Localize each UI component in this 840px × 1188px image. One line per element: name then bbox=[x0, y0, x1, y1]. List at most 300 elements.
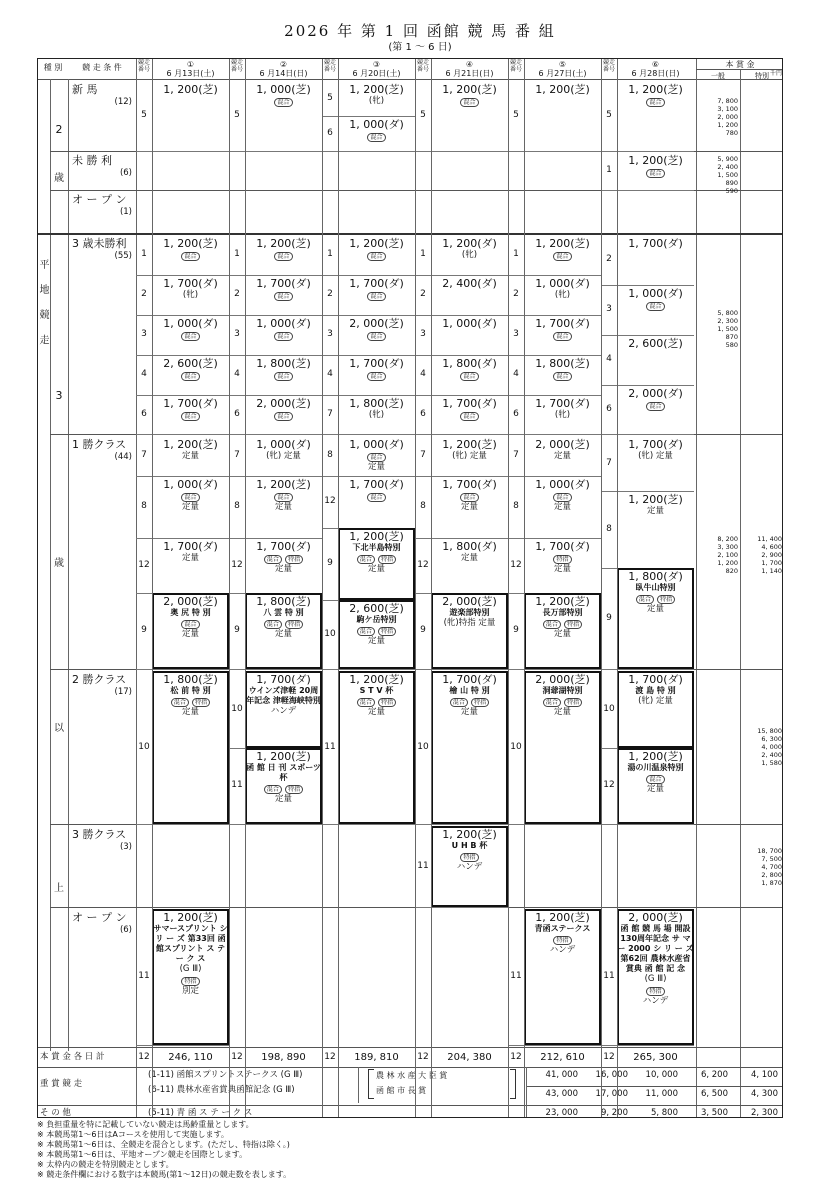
grade-prize-2: 17, 000 bbox=[595, 1089, 628, 1099]
race-distance: 1, 000(ダ) bbox=[535, 277, 590, 290]
race-badges bbox=[245, 250, 322, 261]
special-race-frame bbox=[431, 593, 508, 669]
race-number: 7 bbox=[513, 450, 519, 460]
col-divider bbox=[338, 59, 339, 1117]
race-distance: 2, 000(ダ) bbox=[628, 387, 683, 400]
race-number: 9 bbox=[234, 625, 240, 635]
race-condition: ハンデ bbox=[549, 945, 576, 955]
prize-shinba-value: 2, 000 bbox=[717, 113, 738, 121]
race-badge: 混合 bbox=[553, 372, 571, 381]
age2-label: 歳 bbox=[54, 173, 64, 184]
race-name: サマースプリント シ リ ー ズ 第33回 函館スプリント ス テ ー ク ス bbox=[153, 924, 228, 963]
header-day-num: ② bbox=[279, 60, 288, 69]
race-badge: 特指 bbox=[378, 627, 396, 636]
race-condition: 定量 bbox=[181, 707, 199, 717]
cell-line bbox=[136, 538, 229, 539]
race-distance: 1, 000(ダ) bbox=[535, 478, 590, 491]
race-cell bbox=[524, 317, 601, 353]
race-cell bbox=[338, 83, 415, 114]
totals-value: 212, 610 bbox=[540, 1052, 585, 1063]
race-number: 4 bbox=[420, 369, 426, 379]
cell-line bbox=[508, 434, 601, 435]
race-condition: (牝) 定量 bbox=[638, 451, 673, 461]
prize-win3-value: 1, 870 bbox=[761, 879, 782, 887]
race-number: 2 bbox=[420, 289, 426, 299]
race-distance: 1, 700(ダ) bbox=[442, 478, 497, 491]
page-title: 2026 年 第 1 回 函館 競 馬 番 組 bbox=[284, 22, 556, 40]
race-badge: 特指 bbox=[285, 785, 303, 794]
race-badge: 特指 bbox=[657, 595, 675, 604]
race-distance: 1, 200(芝) bbox=[349, 673, 404, 686]
race-badges bbox=[524, 330, 601, 341]
race-number: 8 bbox=[420, 501, 426, 511]
header-day-date: 6 月21日(日) bbox=[445, 69, 494, 78]
race-distance: 1, 000(ダ) bbox=[256, 438, 311, 451]
race-condition: 定量 bbox=[274, 502, 292, 512]
race-condition: (牝) 定量 bbox=[266, 451, 301, 461]
special-race-frame bbox=[431, 671, 508, 824]
race-badge: 混合 bbox=[460, 372, 478, 381]
race-number: 3 bbox=[327, 329, 333, 339]
race-cell bbox=[617, 387, 694, 432]
cell-line bbox=[415, 669, 508, 670]
cell-line bbox=[136, 275, 229, 276]
race-condition: 定量 bbox=[553, 502, 571, 512]
race-badge: 混合 bbox=[274, 252, 292, 261]
race-distance: 1, 200(芝) bbox=[442, 83, 497, 96]
race-badges bbox=[431, 410, 508, 421]
prize-mishori-value: 590 bbox=[725, 187, 738, 195]
race-cell bbox=[431, 478, 508, 536]
race-cell bbox=[617, 154, 694, 188]
race-distance: 2, 400(ダ) bbox=[442, 277, 497, 290]
race-number: 9 bbox=[141, 625, 147, 635]
prize-win3-value: 18, 700 bbox=[757, 847, 782, 855]
race-badges bbox=[152, 491, 229, 502]
flat-race-label: 平 地 競 走 bbox=[37, 259, 48, 351]
race-name: 長万部特別 bbox=[542, 608, 583, 617]
race-badge: 混合 bbox=[367, 332, 385, 341]
header-type: 種 別 bbox=[43, 63, 63, 72]
race-badges bbox=[338, 290, 415, 301]
special-race-frame bbox=[245, 671, 322, 748]
prize-win2-value: 4, 000 bbox=[761, 743, 782, 751]
race-badges bbox=[245, 290, 322, 301]
race-condition: 定量 bbox=[367, 707, 385, 717]
cell-line bbox=[415, 434, 508, 435]
col-divider bbox=[415, 59, 416, 1117]
prize-win1-normal-value: 2, 100 bbox=[717, 551, 738, 559]
race-badge: 混合 bbox=[450, 698, 468, 707]
race-cell bbox=[245, 317, 322, 353]
race-badge: 特指 bbox=[553, 555, 571, 564]
prize-win2 bbox=[742, 727, 782, 767]
race-number: 5 bbox=[606, 110, 612, 120]
grade-prize-1: 16, 000 bbox=[595, 1070, 628, 1080]
race-distance: 1, 700(ダ) bbox=[256, 277, 311, 290]
race-cell bbox=[338, 438, 415, 474]
race-distance: 1, 800(芝) bbox=[535, 357, 590, 370]
totals-racecount: 12 bbox=[417, 1052, 429, 1062]
cell-line bbox=[229, 824, 322, 825]
col-divider bbox=[508, 59, 509, 1117]
race-badge: 特指 bbox=[181, 977, 199, 986]
race-name: 函 館 日 刊 スポーツ杯 bbox=[246, 763, 321, 782]
cell-line bbox=[136, 355, 229, 356]
race-badge: 特指 bbox=[378, 555, 396, 564]
race-cell bbox=[152, 237, 229, 273]
grade-prize-2: 6, 500 bbox=[700, 1089, 728, 1099]
race-distance: 1, 200(芝) bbox=[535, 237, 590, 250]
race-number: 1 bbox=[327, 249, 333, 259]
race-name: 駒ケ岳特別 bbox=[356, 615, 397, 624]
special-race-frame bbox=[338, 600, 415, 669]
race-distance: 1, 200(ダ) bbox=[442, 237, 497, 250]
race-number: 12 bbox=[138, 559, 150, 570]
race-number: 8 bbox=[606, 523, 612, 534]
header-prize-unit: 千円 bbox=[769, 70, 782, 77]
header-day-num: ⑤ bbox=[558, 60, 567, 69]
race-cell bbox=[152, 478, 229, 536]
race-distance: 1, 700(ダ) bbox=[628, 673, 683, 686]
prize-3mishori-value: 1, 500 bbox=[717, 325, 738, 333]
race-cell bbox=[245, 277, 322, 313]
race-number: 10 bbox=[510, 741, 522, 752]
race-distance: 1, 200(芝) bbox=[256, 478, 311, 491]
cell-line bbox=[601, 1045, 694, 1046]
special-race-frame bbox=[617, 568, 694, 669]
race-cell bbox=[245, 357, 322, 393]
header-day-num: ④ bbox=[465, 60, 474, 69]
header-racenum: 競走番号 bbox=[509, 59, 522, 73]
cell-line bbox=[415, 395, 508, 396]
race-condition: (牝) bbox=[182, 290, 199, 300]
race-name: 臥牛山特別 bbox=[635, 583, 676, 592]
prize-shinba-value: 780 bbox=[725, 129, 738, 137]
race-name: 八 雲 特 別 bbox=[263, 608, 304, 617]
cell-line bbox=[601, 385, 694, 386]
race-number: 3 bbox=[234, 329, 240, 339]
race-badge: 特指 bbox=[192, 698, 210, 707]
race-badge: 混合 bbox=[264, 620, 282, 629]
header-racenum: 競走番号 bbox=[602, 59, 615, 73]
cell-line bbox=[229, 275, 322, 276]
prize-win1-special-value: 4, 600 bbox=[761, 543, 782, 551]
race-badge: 混合 bbox=[460, 98, 478, 107]
col-divider bbox=[245, 59, 246, 1117]
cell-line bbox=[415, 824, 508, 825]
cell-line bbox=[415, 538, 508, 539]
race-distance: 2, 000(芝) bbox=[349, 317, 404, 330]
race-cell bbox=[431, 397, 508, 432]
race-condition: 定量 bbox=[274, 629, 292, 639]
race-distance: 1, 200(芝) bbox=[349, 530, 404, 543]
class-win2: 2 勝クラス bbox=[72, 673, 127, 686]
age3-label-num: 3 bbox=[55, 389, 63, 402]
header-day-num: ③ bbox=[372, 60, 381, 69]
race-badge: 混合 bbox=[357, 627, 375, 636]
race-badge: 混合 bbox=[646, 169, 664, 178]
race-name: 洞爺湖特別 bbox=[542, 686, 583, 695]
cell-line bbox=[415, 275, 508, 276]
race-condition: 定量 bbox=[181, 629, 199, 639]
race-cell bbox=[152, 357, 229, 393]
race-badge: 特指 bbox=[378, 698, 396, 707]
race-badge: 混合 bbox=[181, 332, 199, 341]
race-distance: 1, 200(芝) bbox=[628, 750, 683, 763]
totals-label: 本 賞 金 各 日 計 bbox=[40, 1052, 105, 1062]
race-distance: 1, 700(ダ) bbox=[628, 237, 683, 250]
race-badges bbox=[524, 491, 601, 502]
race-number: 1 bbox=[141, 249, 147, 259]
race-number: 6 bbox=[141, 408, 147, 419]
race-name: 松 前 特 別 bbox=[170, 686, 211, 695]
race-distance: 1, 800(芝) bbox=[256, 357, 311, 370]
totals-racecount: 12 bbox=[138, 1052, 150, 1062]
other-prize: 3, 500 bbox=[700, 1108, 728, 1118]
header-prize-normal: 一般 bbox=[711, 72, 725, 80]
race-condition: ハンデ bbox=[456, 862, 483, 872]
col-divider bbox=[152, 59, 153, 1117]
race-number: 5 bbox=[234, 110, 240, 120]
race-number: 4 bbox=[141, 369, 147, 379]
race-badges bbox=[338, 250, 415, 261]
prize-shinba bbox=[698, 97, 738, 137]
race-badge: 混合 bbox=[264, 555, 282, 564]
race-cell bbox=[617, 337, 694, 383]
race-cell bbox=[152, 83, 229, 149]
cell-line bbox=[415, 315, 508, 316]
race-number: 2 bbox=[513, 289, 519, 299]
race-badge: 特指 bbox=[285, 620, 303, 629]
prize-win3-value: 4, 700 bbox=[761, 863, 782, 871]
race-badges bbox=[152, 410, 229, 421]
race-badges bbox=[431, 491, 508, 502]
race-number: 6 bbox=[606, 403, 612, 414]
class-win1: 1 勝クラス bbox=[72, 438, 127, 451]
footnotes bbox=[37, 1120, 797, 1180]
race-badge: 混合 bbox=[357, 555, 375, 564]
race-name: 下北半島特別 bbox=[352, 543, 401, 552]
race-cell bbox=[524, 237, 601, 273]
race-number: 7 bbox=[420, 450, 426, 460]
race-badge: 混合 bbox=[636, 595, 654, 604]
race-number: 7 bbox=[141, 450, 147, 460]
race-cell bbox=[431, 357, 508, 393]
special-race-frame bbox=[617, 909, 694, 1045]
race-condition: 定量 bbox=[367, 636, 385, 646]
race-badges bbox=[245, 553, 322, 564]
cell-line bbox=[136, 824, 229, 825]
totals-value: 246, 110 bbox=[168, 1052, 213, 1063]
col-divider bbox=[617, 59, 618, 1117]
race-condition: 定量 bbox=[646, 604, 664, 614]
race-distance: 1, 800(ダ) bbox=[442, 540, 497, 553]
grade-prize-1: 6, 200 bbox=[700, 1070, 728, 1080]
race-number: 8 bbox=[513, 501, 519, 511]
race-number: 9 bbox=[513, 625, 519, 635]
class-shinba-count: (12) bbox=[114, 97, 132, 107]
prize-win1-special-value: 1, 700 bbox=[761, 559, 782, 567]
cell-line bbox=[136, 395, 229, 396]
header-day-date: 6 月28日(日) bbox=[631, 69, 680, 78]
cell-line bbox=[508, 315, 601, 316]
prize-mishori-value: 5, 900 bbox=[717, 155, 738, 163]
grade-prize-1: 10, 000 bbox=[645, 1070, 678, 1080]
race-number: 10 bbox=[231, 703, 243, 714]
race-distance: 1, 200(芝) bbox=[535, 595, 590, 608]
race-distance: 1, 200(芝) bbox=[628, 83, 683, 96]
race-distance: 1, 700(ダ) bbox=[535, 540, 590, 553]
totals-value: 265, 300 bbox=[633, 1052, 678, 1063]
class-win2-count: (17) bbox=[114, 687, 132, 697]
race-name: 遊楽部特別 bbox=[449, 608, 490, 617]
class-open2-count: (1) bbox=[119, 207, 132, 217]
grade-races-label: 重 賞 競 走 bbox=[40, 1079, 83, 1089]
header-racenum: 競走番号 bbox=[137, 59, 150, 73]
race-badge: 特指 bbox=[646, 987, 664, 996]
race-badges bbox=[617, 300, 694, 311]
cell-line bbox=[229, 395, 322, 396]
race-badges bbox=[524, 370, 601, 381]
race-distance: 2, 600(芝) bbox=[163, 357, 218, 370]
grade-prize-1: 41, 000 bbox=[545, 1070, 578, 1080]
note-4: ※ 本競馬第1〜6日は、平地オープン競走を国際とします。 bbox=[37, 1150, 248, 1159]
col-divider bbox=[601, 59, 602, 1117]
race-number: 6 bbox=[513, 408, 519, 419]
totals-racecount: 12 bbox=[603, 1052, 615, 1062]
race-distance: 1, 200(芝) bbox=[349, 83, 404, 96]
race-program-table bbox=[37, 58, 783, 1118]
race-number: 9 bbox=[606, 612, 612, 623]
race-condition: 定量 bbox=[460, 502, 478, 512]
race-condition: 定量 bbox=[274, 794, 292, 804]
race-distance: 1, 700(ダ) bbox=[442, 397, 497, 410]
race-number: 8 bbox=[141, 501, 147, 511]
race-grade: (G Ⅲ) bbox=[179, 964, 202, 974]
race-cell bbox=[152, 397, 229, 432]
race-number: 11 bbox=[510, 971, 522, 981]
race-distance: 1, 700(ダ) bbox=[349, 277, 404, 290]
race-badge: 混合 bbox=[553, 252, 571, 261]
race-number: 11 bbox=[603, 971, 615, 981]
race-condition: (牝) 定量 bbox=[638, 696, 673, 706]
race-badges bbox=[245, 96, 322, 107]
race-badges bbox=[338, 131, 415, 142]
class-shinba: 新 馬 bbox=[72, 83, 98, 96]
race-badge: 混合 bbox=[274, 412, 292, 421]
race-cell bbox=[431, 277, 508, 313]
header-day-num: ① bbox=[186, 60, 195, 69]
race-badge: 混合 bbox=[646, 402, 664, 411]
cell-line bbox=[322, 275, 415, 276]
cell-line bbox=[508, 355, 601, 356]
race-number: 10 bbox=[138, 741, 150, 752]
col-divider bbox=[431, 59, 432, 1117]
other-race: (5-11) 青 函 ス テ ー ク ス bbox=[148, 1108, 253, 1118]
cell-line bbox=[601, 669, 694, 670]
prize-win1-special bbox=[742, 535, 782, 575]
race-badges bbox=[245, 330, 322, 341]
cell-line bbox=[136, 434, 229, 435]
note-5: ※ 太枠内の競走を特別競走とします。 bbox=[37, 1160, 174, 1169]
race-number: 5 bbox=[513, 110, 519, 120]
cell-line bbox=[415, 355, 508, 356]
class-3mishori: 3 歳未勝利 bbox=[72, 237, 127, 250]
race-number: 11 bbox=[231, 780, 243, 790]
race-badges bbox=[524, 553, 601, 564]
race-number: 11 bbox=[138, 971, 150, 981]
race-distance: 1, 800(ダ) bbox=[628, 570, 683, 583]
race-distance: 1, 200(芝) bbox=[535, 83, 590, 96]
race-condition: (牝) bbox=[554, 410, 571, 420]
header-racenum: 競走番号 bbox=[323, 59, 336, 73]
cell-line bbox=[508, 476, 601, 477]
prize-3mishori bbox=[698, 309, 738, 349]
race-distance: 1, 200(芝) bbox=[256, 237, 311, 250]
race-cell bbox=[431, 83, 508, 149]
cell-line bbox=[136, 669, 229, 670]
prize-shinba-value: 1, 200 bbox=[717, 121, 738, 129]
race-condition: ハンデ bbox=[642, 996, 669, 1006]
cell-line bbox=[508, 151, 601, 152]
race-badge: 混合 bbox=[274, 332, 292, 341]
totals-value: 198, 890 bbox=[261, 1052, 306, 1063]
race-number: 1 bbox=[513, 249, 519, 259]
race-distance: 2, 000(芝) bbox=[442, 595, 497, 608]
race-badges bbox=[245, 370, 322, 381]
race-distance: 1, 700(ダ) bbox=[256, 540, 311, 553]
prize-3mishori-value: 870 bbox=[725, 333, 738, 341]
race-name: 渡 島 特 別 bbox=[635, 686, 676, 695]
award-bracket-right bbox=[510, 1069, 516, 1099]
race-number: 6 bbox=[327, 127, 333, 138]
race-badge: 特指 bbox=[564, 698, 582, 707]
race-cell bbox=[431, 540, 508, 591]
race-cell bbox=[431, 237, 508, 273]
totals-value: 189, 810 bbox=[354, 1052, 399, 1063]
special-race-frame bbox=[152, 593, 229, 669]
race-cell bbox=[152, 540, 229, 591]
race-distance: 1, 700(ダ) bbox=[256, 673, 311, 686]
race-distance: 1, 000(ダ) bbox=[349, 118, 404, 131]
other-prize: 5, 800 bbox=[650, 1108, 678, 1118]
prize-win3 bbox=[742, 847, 782, 887]
class-win3: 3 勝クラス bbox=[72, 828, 127, 841]
prize-win1-normal-value: 3, 300 bbox=[717, 543, 738, 551]
cell-line bbox=[322, 355, 415, 356]
race-cell bbox=[152, 277, 229, 313]
race-number: 11 bbox=[324, 741, 336, 752]
cell-line bbox=[508, 1045, 601, 1046]
race-condition: 定量 bbox=[646, 784, 664, 794]
prize-win1-special-value: 2, 900 bbox=[761, 551, 782, 559]
race-number: 1 bbox=[420, 249, 426, 259]
race-cell bbox=[338, 118, 415, 149]
special-race-frame bbox=[338, 528, 415, 600]
race-condition: (牝) bbox=[461, 250, 478, 260]
race-badges bbox=[338, 370, 415, 381]
race-cell bbox=[431, 438, 508, 474]
race-badge: 混合 bbox=[543, 698, 561, 707]
cell-line bbox=[229, 434, 322, 435]
race-grade: (G Ⅲ) bbox=[644, 974, 667, 984]
race-badge: 混合 bbox=[171, 698, 189, 707]
race-badge: 特指 bbox=[553, 936, 571, 945]
race-condition: 定量 bbox=[367, 462, 385, 472]
cell-line bbox=[229, 476, 322, 477]
cell-line bbox=[322, 476, 415, 477]
